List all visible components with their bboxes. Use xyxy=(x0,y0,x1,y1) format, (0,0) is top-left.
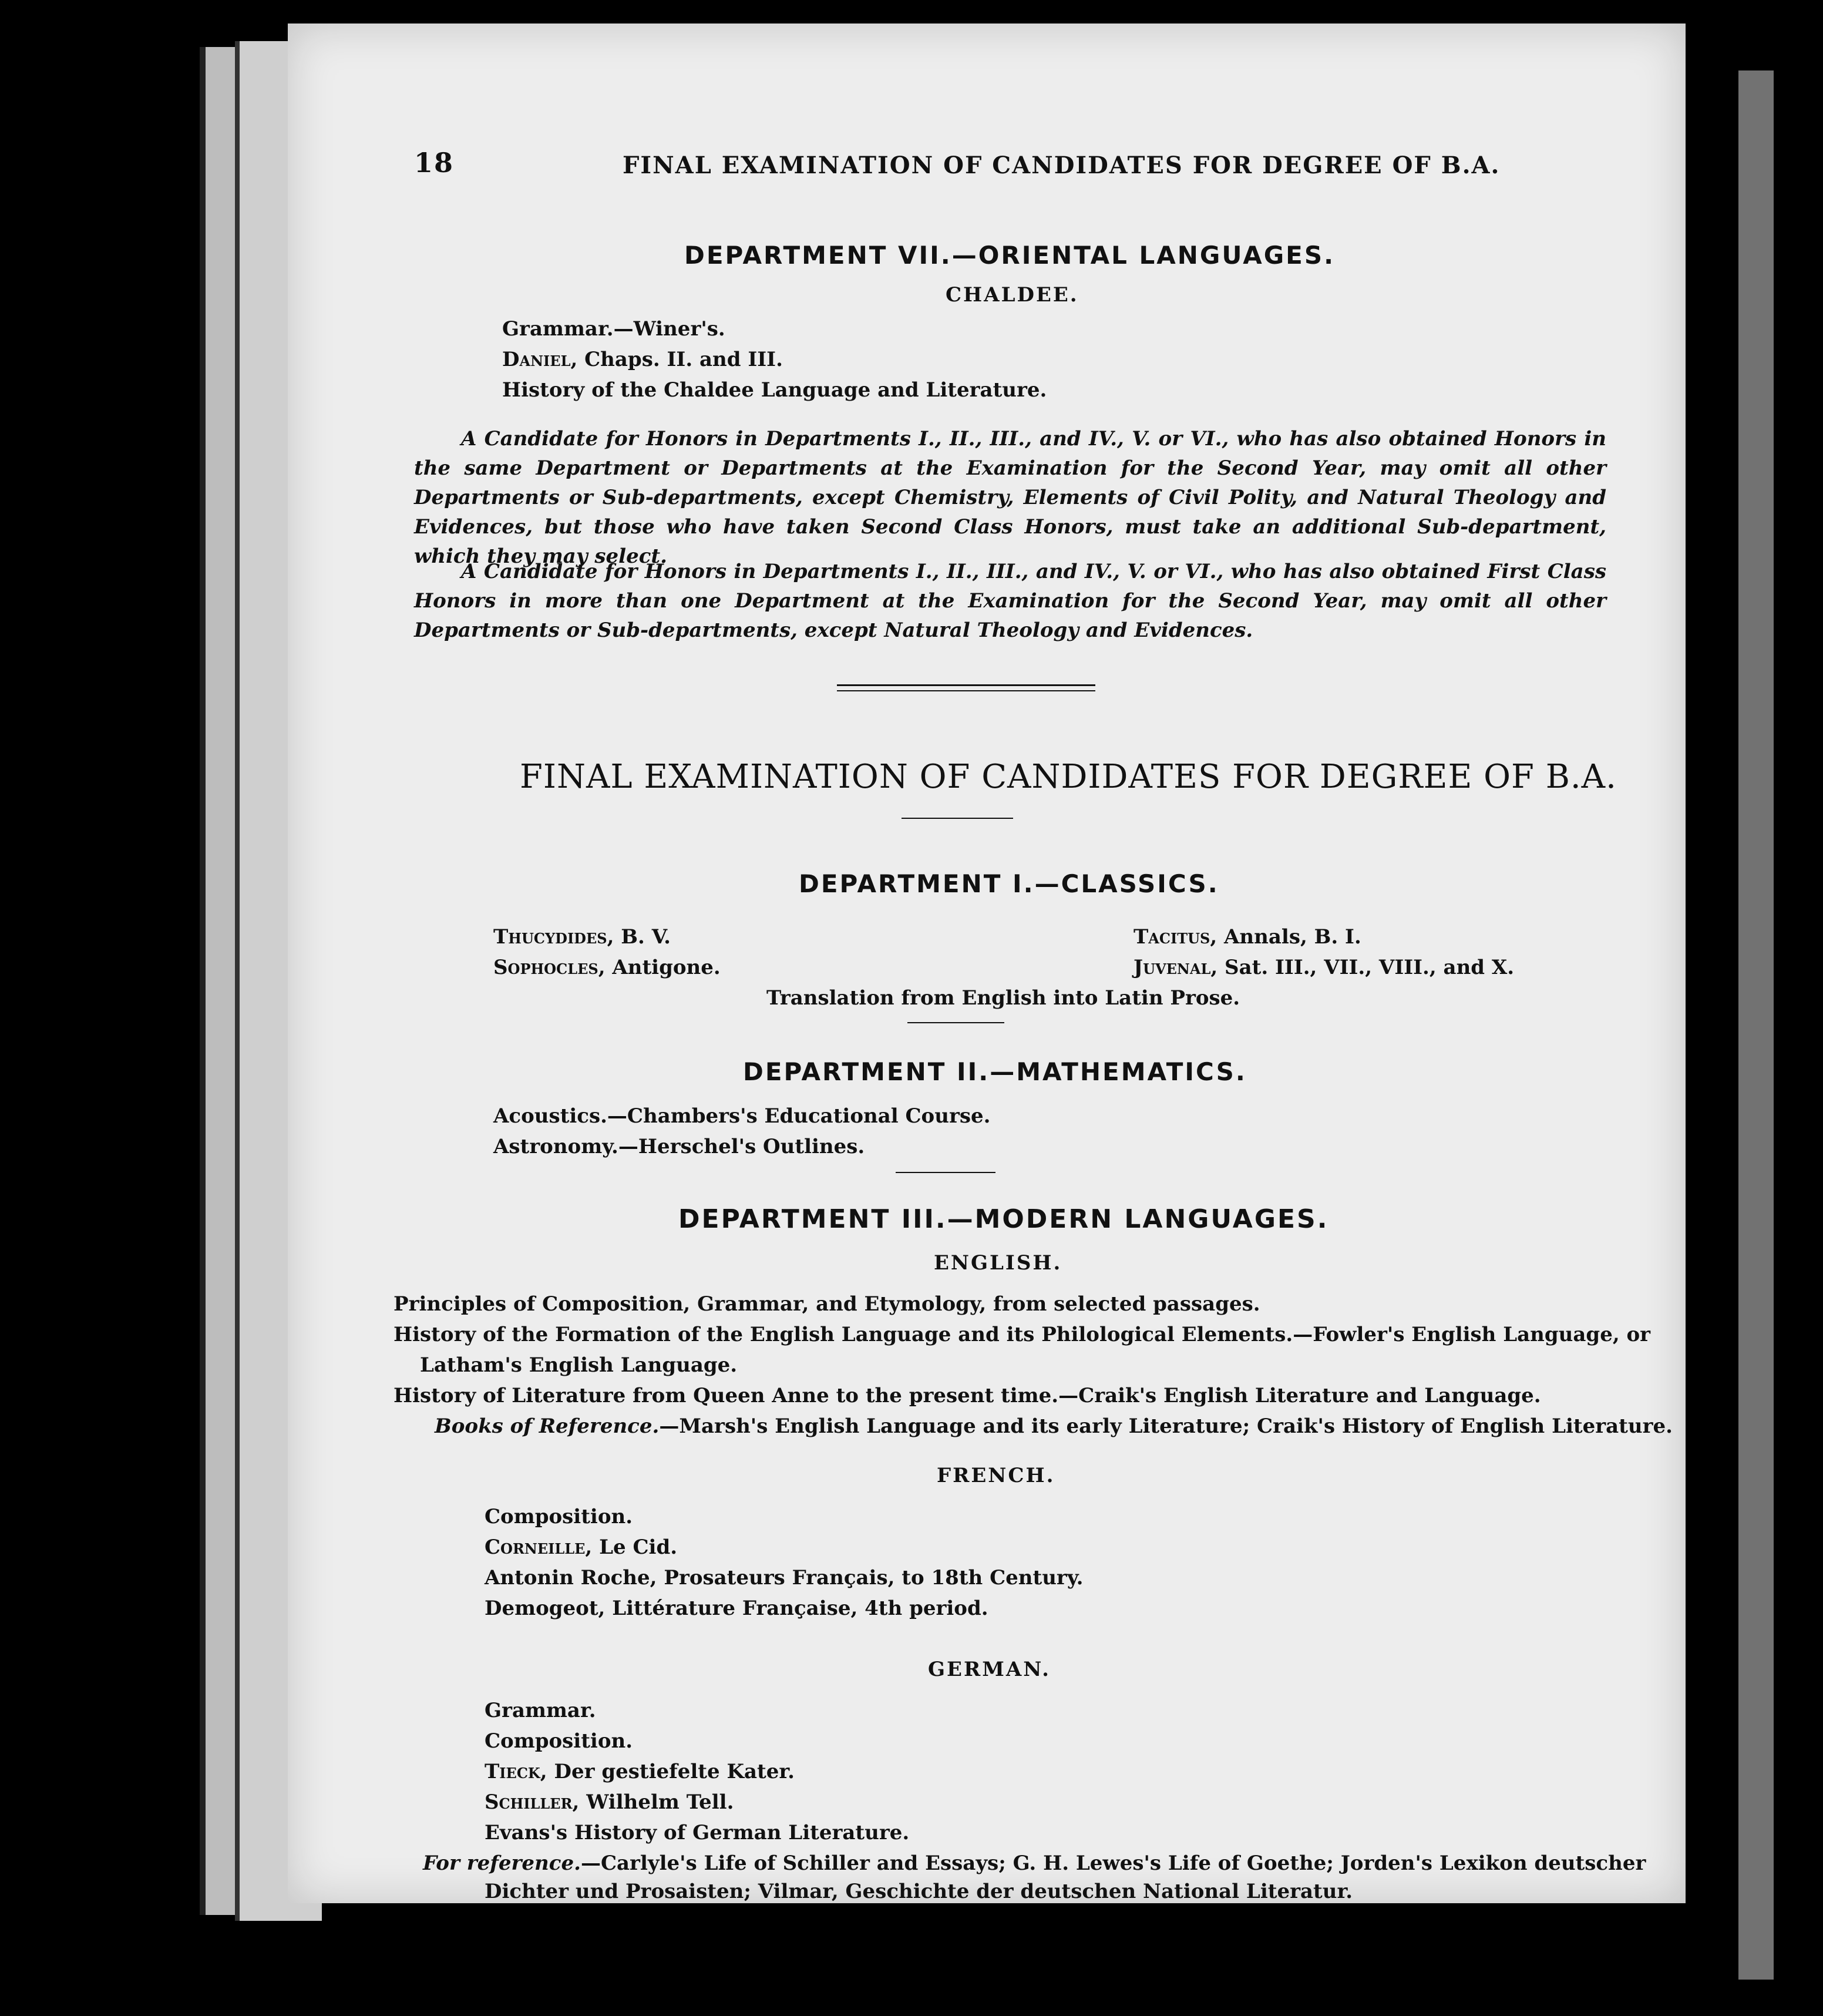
reference-label: Books of Reference. xyxy=(435,1414,660,1438)
honors-note-1: A Candidate for Honors in Departments I., II., III., and IV., V. or VI., who has also obtained Honors in the same Department or Departments at the Examination for the Second Year, may omit all other Departments or Sub-departments, except Chemistry, Elements of Civil Polity, and Natural Theology and Evidences, but those who have taken Second Class Honors, must take an additional Sub-department, which they may select. xyxy=(414,427,1606,568)
item-text: , Chaps. II. and III. xyxy=(570,348,783,371)
english-item-formation: History of the Formation of the English Language and its Philological Elements.—Fowler's English Language, or xyxy=(393,1323,1651,1346)
item-text: , Antigone. xyxy=(598,956,721,979)
item-text: Grammar. xyxy=(485,1699,596,1722)
author-name: Juvenal xyxy=(1134,956,1211,979)
item-text: Composition. xyxy=(485,1729,633,1753)
dept1-item-tacitus xyxy=(1134,925,1361,949)
dept1-item-thucydides xyxy=(493,925,671,949)
dept2-rule xyxy=(896,1172,995,1173)
german-references-cont: Dichter und Prosaisten; Vilmar, Geschichte der deutschen National Literatur. xyxy=(485,1880,1353,1903)
german-subhead: GERMAN. xyxy=(928,1658,1051,1681)
item-text: Demogeot, Littérature Française, 4th period. xyxy=(485,1597,988,1620)
dept7-item-history xyxy=(502,378,1047,402)
german-references xyxy=(423,1852,1646,1875)
honors-note-2: A Candidate for Honors in Departments I., II., III., and IV., V. or VI., who has also obtained First Class Honors in more than one Department at the Examination for the Second Year, may omit all other Departments or Sub-departments, except Natural Theology and Evidences. xyxy=(414,560,1606,642)
item-text: Antonin Roche, Prosateurs Français, to 18th Century. xyxy=(485,1566,1084,1590)
french-item-corneille xyxy=(485,1535,677,1559)
dept2-title: DEPARTMENT II.—MATHEMATICS. xyxy=(743,1057,1247,1086)
item-text: Evans's History of German Literature. xyxy=(485,1821,910,1844)
author-name: Schiller xyxy=(485,1790,573,1814)
french-item-composition xyxy=(485,1505,633,1528)
dept7-item-grammar xyxy=(502,317,725,341)
french-item-demogeot xyxy=(485,1597,988,1620)
item-text: , Wilhelm Tell. xyxy=(572,1790,734,1814)
dept1-item-juvenal xyxy=(1134,956,1514,979)
item-text: History of the Chaldee Language and Literature. xyxy=(502,378,1047,402)
page-number: 18 xyxy=(414,147,455,179)
german-item-evans xyxy=(485,1821,909,1844)
section-title: FINAL EXAMINATION OF CANDIDATES FOR DEGREE OF B.A. xyxy=(520,758,1617,796)
item-text: , Sat. III., VII., VIII., and X. xyxy=(1210,956,1515,979)
german-item-schiller xyxy=(485,1790,734,1814)
item-text: Composition. xyxy=(485,1505,633,1528)
dept1-translation: Translation from English into Latin Prose. xyxy=(766,986,1240,1010)
german-item-tieck xyxy=(485,1760,795,1783)
german-item-composition xyxy=(485,1729,633,1753)
french-item-roche xyxy=(485,1566,1084,1590)
english-subhead: ENGLISH. xyxy=(934,1251,1062,1275)
dept7-subhead: CHALDEE. xyxy=(946,283,1079,307)
dept2-item-astronomy: Astronomy.—Herschel's Outlines. xyxy=(493,1135,865,1158)
english-item-composition: Principles of Composition, Grammar, and Etymology, from selected passages. xyxy=(393,1292,1260,1316)
dept1-rule xyxy=(907,1022,1004,1023)
facing-page-edge xyxy=(1738,70,1774,1980)
divider-bottom xyxy=(837,690,1095,691)
item-text: , Le Cid. xyxy=(585,1535,678,1559)
section-rule xyxy=(902,818,1013,819)
english-references xyxy=(435,1414,1673,1438)
author-name: Tieck xyxy=(485,1760,540,1783)
english-item-literature: History of Literature from Queen Anne to the present time.—Craik's English Literature and Language. xyxy=(393,1384,1541,1407)
dept2-item-acoustics: Acoustics.—Chambers's Educational Course. xyxy=(493,1104,991,1128)
dept1-title: DEPARTMENT I.—CLASSICS. xyxy=(799,869,1219,898)
item-text: , B. V. xyxy=(607,925,671,949)
dept7-title: DEPARTMENT VII.—ORIENTAL LANGUAGES. xyxy=(684,241,1336,270)
author-name: Sophocles xyxy=(493,956,598,979)
reference-label: For reference. xyxy=(423,1852,581,1875)
item-text: Grammar.—Winer's. xyxy=(502,317,725,341)
running-head: FINAL EXAMINATION OF CANDIDATES FOR DEGREE OF B.A. xyxy=(623,152,1501,179)
author-name: Corneille xyxy=(485,1535,586,1559)
author-name: Daniel xyxy=(502,348,571,371)
reference-text: —Marsh's English Language and its early Literature; Craik's History of English Literature. xyxy=(659,1414,1673,1438)
document-page xyxy=(288,23,1686,1903)
dept7-item-daniel xyxy=(502,348,783,371)
german-item-grammar xyxy=(485,1699,596,1722)
divider-top xyxy=(837,684,1095,686)
author-name: Tacitus xyxy=(1134,925,1210,949)
dept1-item-sophocles xyxy=(493,956,721,979)
reference-text: —Carlyle's Life of Schiller and Essays; G. H. Lewes's Life of Goethe; Jorden's Lexikon deutscher xyxy=(580,1852,1646,1875)
item-text: , Der gestiefelte Kater. xyxy=(540,1760,795,1783)
french-subhead: FRENCH. xyxy=(937,1464,1055,1487)
item-text: , Annals, B. I. xyxy=(1210,925,1361,949)
dept3-title: DEPARTMENT III.—MODERN LANGUAGES. xyxy=(678,1204,1329,1234)
english-item-latham: Latham's English Language. xyxy=(420,1353,738,1377)
author-name: Thucydides xyxy=(493,925,607,949)
